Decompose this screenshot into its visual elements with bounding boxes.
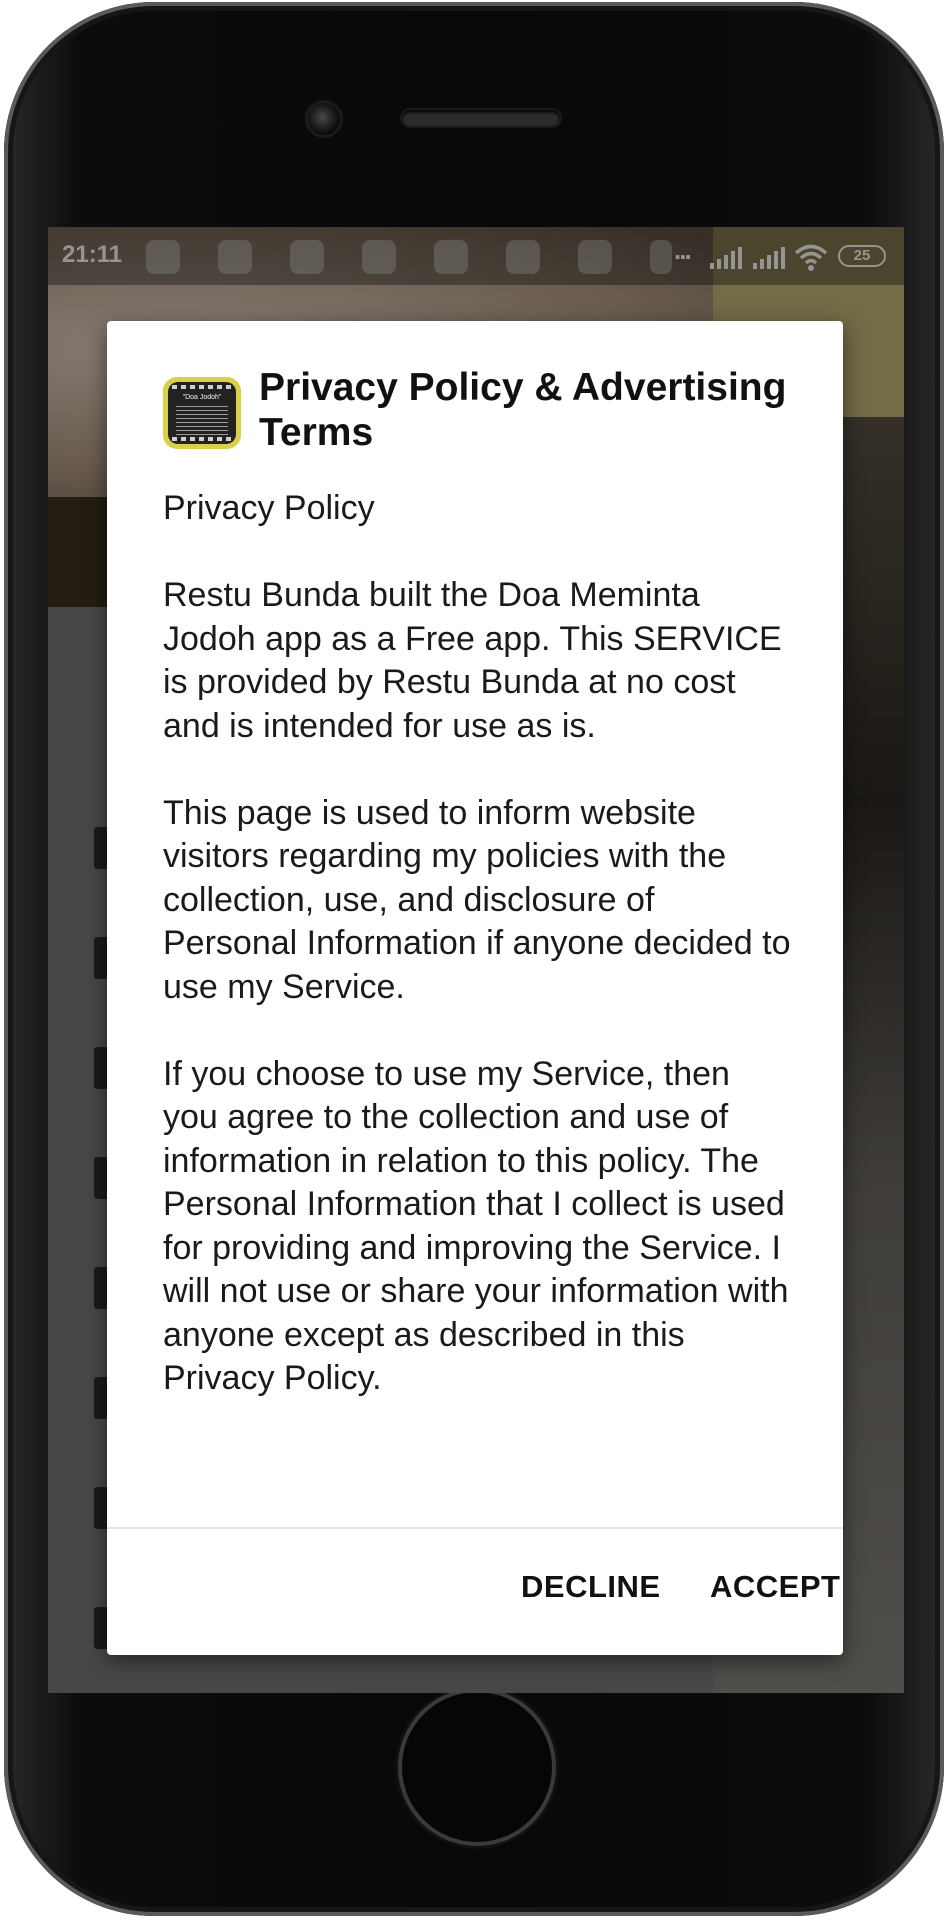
phone-screen — [48, 227, 904, 1693]
earpiece-speaker — [402, 110, 560, 126]
app-icon-film — [168, 382, 236, 444]
body-paragraph: This page is used to inform website visitors regarding my policies with the collection, use, and disclosure of Personal Information if anyone decided to use my Service. — [163, 793, 791, 1006]
film-holes-bottom — [172, 437, 232, 441]
privacy-policy-dialog — [107, 321, 843, 1655]
front-camera — [308, 103, 340, 135]
battery-icon: 25 — [838, 245, 886, 267]
more-dots-icon: ... — [674, 235, 690, 265]
film-holes-top — [172, 385, 232, 389]
dialog-divider — [107, 1527, 843, 1529]
app-icon — [163, 377, 241, 449]
body-paragraph: Restu Bunda built the Doa Meminta Jodoh app as a Free app. This SERVICE is provided by Restu Bunda at no cost and is intended for use as is. — [163, 576, 782, 745]
decline-button[interactable]: DECLINE — [521, 1569, 661, 1604]
status-time: 21:11 — [62, 241, 123, 268]
app-icon-label: "Doa Jodoh" — [182, 394, 222, 401]
body-paragraph: If you choose to use my Service, then you agree to the collection and use of information in relation to this policy. The Personal Information that I collect is used for providing and improving the Service. I will not use or share your information with anyone except as described in this Privacy Policy. — [163, 1054, 789, 1397]
home-button[interactable] — [402, 1692, 552, 1842]
dialog-body[interactable] — [163, 487, 793, 1444]
accept-button[interactable]: ACCEPT — [710, 1569, 841, 1604]
app-icon-text-lines — [176, 406, 228, 436]
body-heading: Privacy Policy — [163, 489, 375, 527]
dialog-title: Privacy Policy & Advertising Terms — [259, 366, 787, 454]
